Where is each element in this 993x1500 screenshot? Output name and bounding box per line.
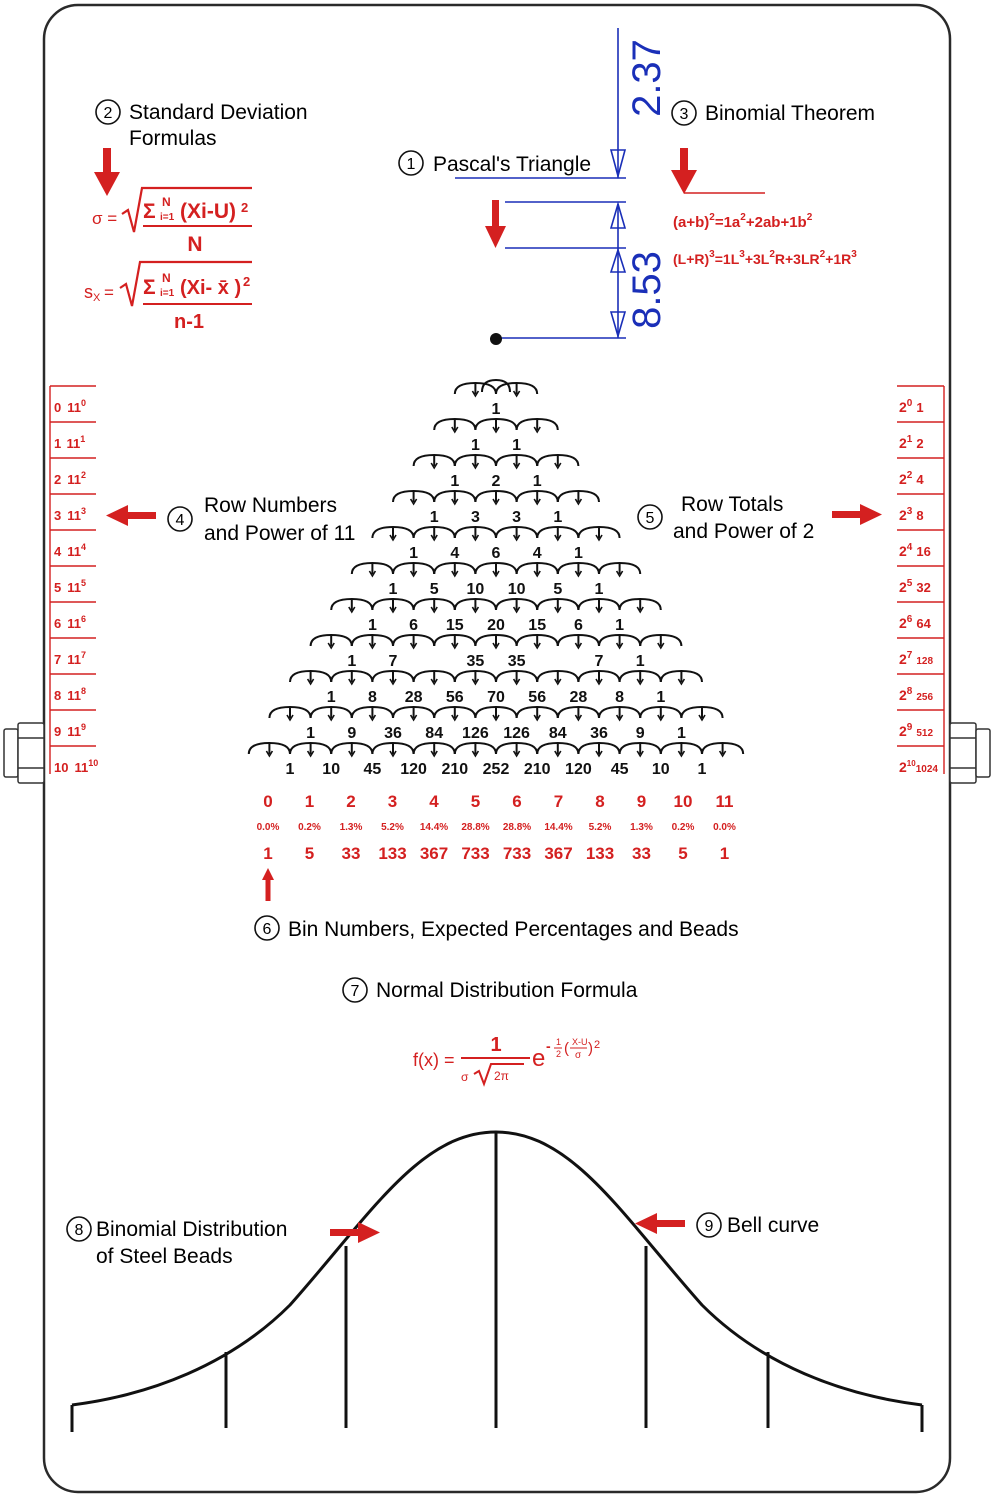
svg-text:and Power of 11: and Power of 11 — [204, 522, 356, 545]
pascal-value: 28 — [569, 689, 588, 706]
pascal-value: 252 — [482, 761, 510, 778]
bin-percentage: 5.2% — [381, 822, 404, 833]
pascal-value: 8 — [615, 689, 625, 706]
bin-bead-count: 33 — [341, 844, 361, 863]
pascal-value: 56 — [528, 689, 547, 706]
pascal-value: 28 — [404, 689, 423, 706]
svg-text:2: 2 — [241, 200, 249, 215]
pascal-value: 36 — [590, 725, 608, 742]
bin-bead-count: 5 — [304, 844, 315, 863]
bin-bead-count: 5 — [678, 844, 688, 863]
pascal-value: 210 — [441, 761, 469, 778]
bin-number: 0 — [263, 792, 273, 811]
svg-text:9: 9 — [704, 1218, 714, 1235]
svg-text:1: 1 — [406, 156, 416, 173]
pascal-value: 1 — [656, 689, 666, 706]
bin-bead-count: 733 — [461, 844, 490, 863]
pascal-value: 1 — [429, 509, 439, 526]
pascal-value: 45 — [610, 761, 629, 778]
svg-text:Row Numbers: Row Numbers — [204, 494, 338, 517]
bin-bead-count: 367 — [419, 844, 449, 863]
svg-text:1: 1 — [490, 1034, 502, 1056]
funnel-dot — [490, 333, 502, 345]
bin-number: 2 — [346, 792, 356, 811]
bin-percentage: 0.2% — [671, 822, 695, 833]
pascal-value: 35 — [507, 653, 526, 670]
pascal-value: 7 — [594, 653, 604, 670]
pascal-value: 1 — [676, 725, 686, 742]
pascal-value: 1 — [347, 653, 357, 670]
pascal-value: 1 — [635, 653, 645, 670]
pascal-value: 1 — [594, 581, 604, 598]
bin-percentage: 28.8% — [461, 822, 490, 833]
bin-bead-count: 133 — [585, 844, 615, 863]
row-total-entry: $2^4$ 16 — [899, 542, 931, 559]
bin-percentage: 0.2% — [298, 822, 321, 833]
pascal-value: 1 — [470, 437, 480, 454]
bin-number: 4 — [429, 792, 439, 811]
bin-number: 10 — [673, 792, 693, 811]
svg-text:Binomial Theorem: Binomial Theorem — [705, 102, 876, 125]
bin-number: 5 — [470, 792, 481, 811]
svg-text:Σ: Σ — [143, 276, 156, 299]
bin-bead-count: 133 — [378, 844, 407, 863]
row-number-entry: 5 $11^5$ — [54, 578, 86, 595]
bin-percentage: 1.3% — [339, 822, 363, 833]
bin-bead-count: 733 — [502, 844, 532, 863]
row-number-entry: 9 $11^9$ — [54, 722, 86, 739]
pascal-value: 10 — [466, 581, 485, 598]
pascal-value: 1 — [367, 617, 377, 634]
svg-text:2: 2 — [243, 274, 251, 289]
binomial-formula-2: $(L+R)^3=1L^3+3L^2R+3LR^2+1R^3$ — [673, 249, 857, 267]
svg-text:N: N — [187, 233, 203, 256]
svg-text:6: 6 — [262, 921, 272, 938]
svg-text:(: ( — [564, 1040, 569, 1057]
pascal-value: 4 — [450, 545, 460, 562]
row-total-entry: $2^0$ 1 — [899, 398, 924, 415]
svg-text:Binomial Distribution: Binomial Distribution — [96, 1218, 288, 1241]
svg-text:): ) — [588, 1040, 593, 1057]
row-number-entry: 3 $11^3$ — [54, 506, 86, 523]
normal-formula-label — [343, 978, 638, 1002]
row-total-entry: $2^5$ 32 — [899, 578, 931, 595]
svg-text:(Xi- x̄ ): (Xi- x̄ ) — [180, 277, 242, 299]
pascal-value: 3 — [512, 509, 522, 526]
svg-text:σ =: σ = — [92, 209, 118, 228]
pascal-value: 126 — [462, 725, 489, 742]
svg-text:σ: σ — [461, 1070, 469, 1084]
row-number-entry: 4 $11^4$ — [54, 542, 86, 559]
bin-number: 7 — [553, 792, 564, 811]
pascal-value: 2 — [491, 473, 501, 490]
svg-text:Bin Numbers, Expected Percenta: Bin Numbers, Expected Percentages and Beads — [288, 918, 739, 941]
svg-text:2: 2 — [594, 1039, 601, 1051]
pascal-value: 1 — [532, 473, 542, 490]
bin-percentage: 1.3% — [630, 822, 653, 833]
pascal-value: 1 — [573, 545, 583, 562]
pascal-value: 210 — [523, 761, 551, 778]
svg-text:Standard Deviation: Standard Deviation — [129, 101, 308, 124]
pascal-value: 20 — [487, 617, 505, 634]
bins-label — [255, 916, 739, 941]
svg-text:4: 4 — [175, 512, 185, 529]
svg-text:X-U: X-U — [572, 1037, 588, 1047]
row-total-entry: $2^6$ 64 — [899, 614, 931, 631]
pascal-value: 15 — [445, 617, 464, 634]
row-number-entry: 8 $11^8$ — [54, 686, 86, 703]
bin-number: 11 — [715, 792, 734, 811]
bin-percentage: 0.0% — [256, 822, 280, 833]
svg-text:n-1: n-1 — [174, 311, 204, 333]
row-number-entry: 0 $11^0$ — [54, 398, 86, 415]
pascal-value: 15 — [528, 617, 547, 634]
pascal-value: 1 — [306, 725, 316, 742]
bin-number: 3 — [387, 792, 398, 811]
pascal-value: 8 — [367, 689, 377, 706]
pascal-value: 1 — [326, 689, 336, 706]
svg-text:=: = — [104, 283, 114, 302]
svg-text:2: 2 — [556, 1049, 562, 1059]
bin-percentage: 14.4% — [544, 822, 573, 833]
pascal-value: 1 — [491, 401, 501, 418]
pascal-value: 10 — [651, 761, 670, 778]
pascal-value: 84 — [425, 725, 444, 742]
pascal-value: 36 — [384, 725, 402, 742]
pascal-value: 6 — [491, 545, 501, 562]
svg-text:X: X — [93, 292, 101, 304]
svg-text:Normal Distribution Formula: Normal Distribution Formula — [376, 979, 638, 1002]
pascal-value: 120 — [400, 761, 427, 778]
pascal-value: 4 — [532, 545, 542, 562]
pascal-value: 1 — [388, 581, 398, 598]
pascal-value: 1 — [553, 509, 563, 526]
pascal-value: 1 — [285, 761, 295, 778]
svg-text:Formulas: Formulas — [129, 127, 217, 150]
svg-text:of Steel Beads: of Steel Beads — [96, 1245, 233, 1268]
svg-text:Σ: Σ — [143, 200, 156, 223]
row-number-entry: 1 $11^1$ — [54, 434, 86, 451]
svg-text:N: N — [162, 271, 171, 285]
row-number-entry: 7 $11^7$ — [54, 650, 86, 667]
svg-text:e: e — [532, 1045, 546, 1072]
pascal-value: 7 — [388, 653, 398, 670]
dimension-top: 2.37 — [625, 39, 669, 117]
row-total-entry: $2^1$ 2 — [899, 434, 924, 451]
row-total-entry: $2^{10}_{1024}$ — [899, 759, 938, 775]
left-hinge — [4, 723, 44, 783]
svg-text:8: 8 — [74, 1222, 84, 1239]
row-total-entry: $2^2$ 4 — [899, 470, 924, 487]
bin-bead-count: 1 — [719, 844, 730, 863]
row-total-entry: $2^7_{128}$ — [899, 650, 934, 667]
svg-text:1: 1 — [556, 1037, 562, 1047]
bin-percentage: 5.2% — [588, 822, 612, 833]
svg-text:Row Totals: Row Totals — [681, 493, 784, 516]
binomial-formula-1: $(a+b)^2=1a^2+2ab+1b^2$ — [673, 212, 813, 231]
svg-text:2: 2 — [103, 105, 113, 122]
bin-bead-count: 367 — [544, 844, 573, 863]
pascal-value: 10 — [507, 581, 526, 598]
bin-bead-count: 1 — [263, 844, 273, 863]
pascal-value: 1 — [450, 473, 460, 490]
pascal-value: 45 — [363, 761, 382, 778]
pascal-value: 126 — [503, 725, 530, 742]
svg-text:2π: 2π — [494, 1069, 509, 1083]
pascal-value: 1 — [512, 437, 522, 454]
pascal-value: 84 — [548, 725, 567, 742]
svg-text:i=1: i=1 — [160, 288, 175, 299]
bin-percentage: 0.0% — [713, 822, 736, 833]
row-total-entry: $2^9_{512}$ — [899, 722, 934, 739]
row-number-entry: 6 $11^6$ — [54, 614, 86, 631]
pascal-value: 3 — [470, 509, 480, 526]
svg-text:3: 3 — [679, 106, 689, 123]
pascal-value: 35 — [466, 653, 485, 670]
svg-text:σ: σ — [575, 1050, 582, 1061]
pascal-value: 70 — [487, 689, 505, 706]
pascal-value: 5 — [553, 581, 563, 598]
row-number-entry: 2 $11^2$ — [54, 470, 86, 487]
bin-number: 1 — [304, 792, 315, 811]
right-hinge — [950, 723, 990, 783]
pascal-value: 1 — [409, 545, 419, 562]
svg-text:N: N — [162, 195, 171, 209]
pascal-value: 5 — [429, 581, 439, 598]
bin-number: 9 — [636, 792, 647, 811]
dimension-bottom: 8.53 — [625, 251, 669, 329]
pascal-value: 6 — [409, 617, 419, 634]
pascal-value: 120 — [565, 761, 592, 778]
svg-text:Bell curve: Bell curve — [727, 1214, 820, 1237]
bin-bead-count: 33 — [632, 844, 651, 863]
pascal-value: 6 — [573, 617, 583, 634]
bin-percentage: 14.4% — [419, 822, 449, 833]
svg-text:5: 5 — [645, 510, 655, 527]
row-total-entry: $2^8_{256}$ — [899, 686, 934, 703]
row-number-entry: 10 $11^{10}$ — [54, 758, 99, 775]
bin-number: 6 — [512, 792, 522, 811]
pascal-value: 1 — [697, 761, 707, 778]
svg-text:-: - — [546, 1038, 551, 1054]
pascal-value: 1 — [615, 617, 625, 634]
bin-percentage: 28.8% — [502, 822, 532, 833]
pascal-value: 56 — [445, 689, 464, 706]
svg-text:s: s — [84, 282, 93, 302]
svg-text:i=1: i=1 — [160, 212, 175, 223]
svg-text:f(x) =: f(x) = — [413, 1050, 455, 1070]
bin-number: 8 — [595, 792, 605, 811]
row-total-entry: $2^3$ 8 — [899, 506, 924, 523]
pascal-value: 9 — [347, 725, 357, 742]
pascal-value: 9 — [635, 725, 645, 742]
svg-text:(Xi-U): (Xi-U) — [180, 200, 236, 223]
svg-text:Pascal's Triangle: Pascal's Triangle — [433, 153, 592, 176]
pascal-value: 10 — [322, 761, 341, 778]
svg-text:and Power of 2: and Power of 2 — [673, 520, 815, 543]
svg-text:7: 7 — [350, 983, 360, 1000]
